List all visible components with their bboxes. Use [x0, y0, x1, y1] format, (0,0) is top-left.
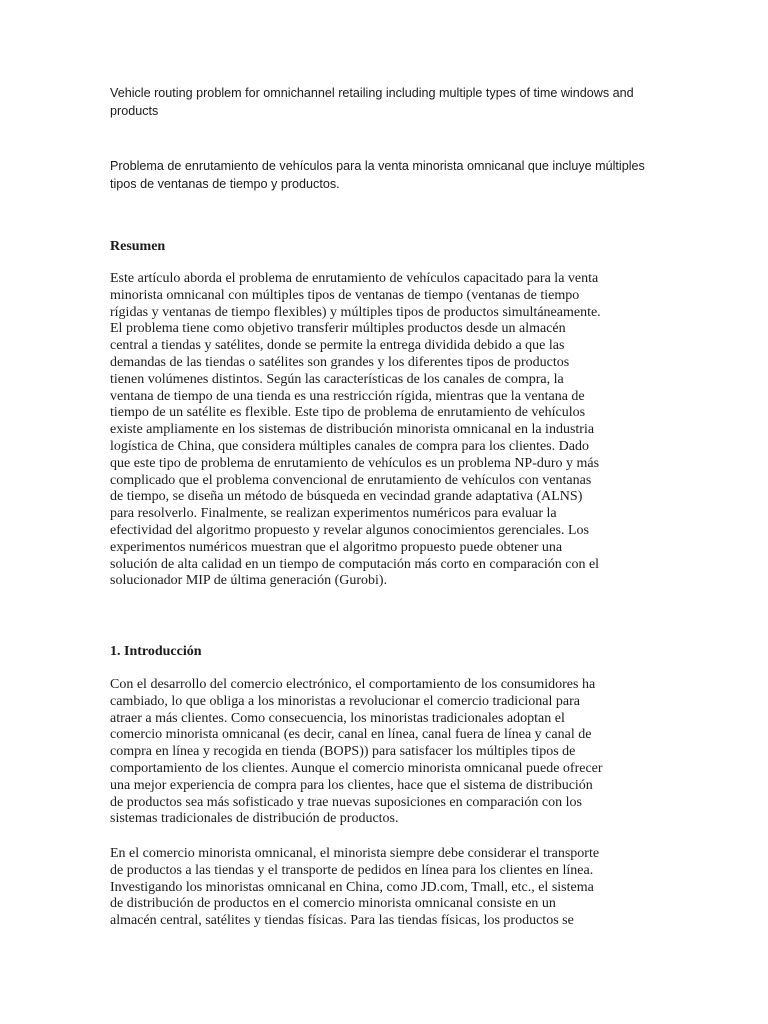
text-line: de productos sea más sofisticado y trae nuevas suposiciones en comparación con los	[110, 794, 582, 810]
text-line: minorista omnicanal con múltiples tipos de ventanas de tiempo (ventanas de tiempo	[110, 287, 580, 303]
text-line: comportamiento de los clientes. Aunque el comercio minorista omnicanal puede ofrecer	[110, 760, 603, 776]
text-line: atraer a más clientes. Como consecuencia, los minoristas tradicionales adoptan el	[110, 710, 565, 726]
text-line: demandas de las tiendas o satélites son grandes y los diferentes tipos de productos	[110, 354, 570, 370]
text-line: solucionador MIP de última generación (Gurobi).	[110, 573, 388, 589]
text-line: de distribución de productos en el comercio minorista omnicanal consiste en un	[110, 896, 556, 912]
text-line: para resolverlo. Finalmente, se realizan experimentos numéricos para evaluar la	[110, 506, 557, 522]
text-line: almacén central, satélites y tiendas físicas. Para las tiendas físicas, los productos se	[110, 913, 574, 929]
text-line: de productos a las tiendas y el transporte de pedidos en línea para los clientes en línea.	[110, 862, 594, 878]
text-line: tiempo de un satélite es flexible. Este tipo de problema de enrutamiento de vehículos	[110, 405, 586, 421]
title-spanish: Problema de enrutamiento de vehículos para la venta minorista omnicanal que incluye múltiples tipos de ventanas de tiempo y productos.	[110, 159, 645, 191]
text-line: comercio minorista omnicanal (es decir, canal en línea, canal fuera de línea y canal de	[110, 727, 592, 743]
text-line: compra en línea y recogida en tienda (BOPS)) para satisfacer los múltiples tipos de	[110, 744, 576, 760]
introduction-heading: 1. Introducción	[110, 644, 202, 659]
text-line: ventana de tiempo de una tienda es una restricción rígida, mientras que la ventana de	[110, 388, 585, 404]
text-line: que este tipo de problema de enrutamiento de vehículos es un problema NP-duro y más	[110, 455, 600, 471]
text-line: logística de China, que considera múltiples canales de compra para los clientes. Dado	[110, 438, 589, 454]
text-line: tienen volúmenes distintos. Según las características de los canales de compra, la	[110, 371, 564, 387]
title-english: Vehicle routing problem for omnichannel retailing including multiple types of time windows and products	[110, 86, 634, 118]
text-line: experimentos numéricos muestran que el algoritmo propuesto puede obtener una	[110, 539, 563, 555]
introduction-paragraph-1	[110, 677, 655, 828]
text-line: complicado que el problema convencional de enrutamiento de vehículos con ventanas	[110, 472, 592, 488]
text-line: solución de alta calidad en un tiempo de computación más corto en comparación con el	[110, 556, 600, 572]
introduction-paragraph-2	[110, 846, 655, 930]
text-line: una mejor experiencia de compra para los clientes, hace que el sistema de distribución	[110, 777, 593, 793]
text-line: rígidas y ventanas de tiempo flexibles) y múltiples tipos de productos simultáneamente.	[110, 304, 601, 320]
text-line: Este artículo aborda el problema de enrutamiento de vehículos capacitado para la venta	[110, 271, 599, 286]
text-line: El problema tiene como objetivo transferir múltiples productos desde un almacén	[110, 321, 566, 337]
text-line: cambiado, lo que obliga a los minoristas a revolucionar el comercio tradicional para	[110, 693, 580, 709]
text-line: sistemas tradicionales de distribución de productos.	[110, 811, 399, 827]
text-line: Con el desarrollo del comercio electrónico, el comportamiento de los consumidores ha	[110, 677, 596, 692]
text-line: de tiempo, se diseña un método de búsqueda en vecindad grande adaptativa (ALNS)	[110, 489, 583, 505]
text-line: Investigando los minoristas omnicanal en China, como JD.com, Tmall, etc., el sistema	[110, 879, 594, 895]
text-line: central a tiendas y satélites, donde se permite la entrega dividida debido a que las	[110, 338, 565, 354]
text-line: efectividad del algoritmo propuesto y revelar algunos conocimientos gerenciales. Los	[110, 522, 589, 538]
abstract-paragraph	[110, 271, 655, 590]
text-line: existe ampliamente en los sistemas de distribución minorista omnicanal en la industria	[110, 422, 595, 438]
text-line: En el comercio minorista omnicanal, el minorista siempre debe considerar el transporte	[110, 846, 600, 861]
abstract-heading: Resumen	[110, 239, 166, 254]
